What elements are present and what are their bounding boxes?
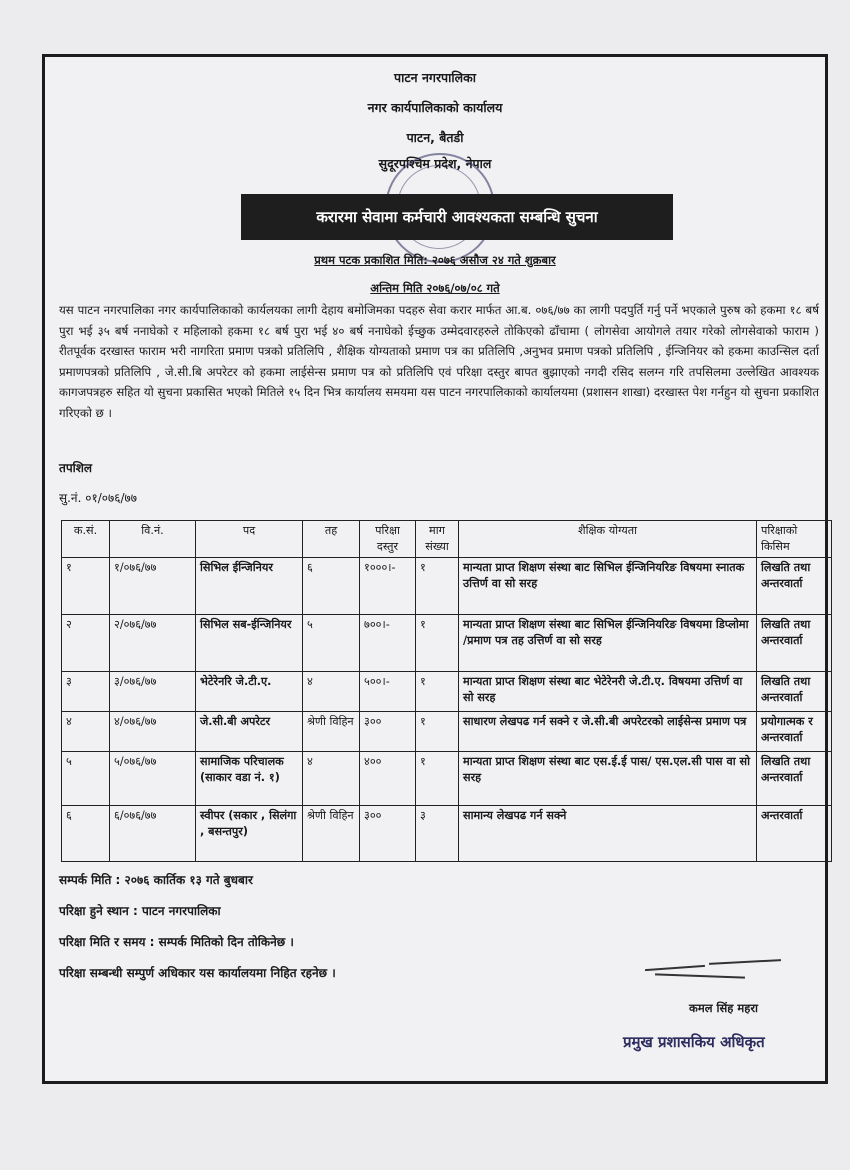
exam-datetime: परिक्षा मिति र समय : सम्पर्क मितिको दिन तोकिनेछ । <box>59 935 294 949</box>
cell-level: ४ <box>303 672 360 712</box>
cell-fee: ७००।- <box>360 615 416 672</box>
table-header-row <box>62 521 832 558</box>
cell-serial: ५ <box>62 752 110 806</box>
cell-post: सिभिल ईन्जिनियर <box>196 558 303 615</box>
cell-serial: ४ <box>62 712 110 752</box>
col-header-qualification: शैक्षिक योग्यता <box>459 521 757 558</box>
contact-date: सम्पर्क मिति : २०७६ कार्तिक १३ गते बुधबार <box>59 873 253 887</box>
cell-quantity: ३ <box>416 806 459 862</box>
table-row <box>62 615 832 672</box>
col-header-ad-no: वि.नं. <box>110 521 196 558</box>
cell-quantity: १ <box>416 615 459 672</box>
cell-ad-no: ५/०७६/७७ <box>110 752 196 806</box>
office-province: सुदूरपश्चिम प्रदेश, नेपाल <box>378 156 492 171</box>
cell-quantity: १ <box>416 672 459 712</box>
cell-fee: १०००।- <box>360 558 416 615</box>
cell-exam-type: लिखति तथा अन्तरवार्ता <box>757 615 832 672</box>
cell-fee: ५००।- <box>360 672 416 712</box>
col-header-serial: क.सं. <box>62 521 110 558</box>
table-row <box>62 558 832 615</box>
vacancy-table <box>61 520 832 862</box>
published-date: प्रथम पटक प्रकाशित मिति: २०७६ असौज २४ गते शुक्रबार <box>314 253 556 267</box>
notice-number: सु.नं. ०१/०७६/७७ <box>59 491 137 505</box>
cell-quantity: १ <box>416 558 459 615</box>
cell-level: श्रेणी विहिन <box>303 712 360 752</box>
cell-ad-no: २/०७६/७७ <box>110 615 196 672</box>
signatory-title: प्रमुख प्रशासकिय अधिकृत <box>623 1033 765 1051</box>
signature-mark <box>645 965 705 971</box>
table-row <box>62 806 832 862</box>
cell-qualification: मान्यता प्राप्त शिक्षण संस्था बाट सिभिल ईन्जिनियरिङ विषयमा डिप्लोमा /प्रमाण पत्र तह उत्तिर्ण वा सो सरह <box>459 615 757 672</box>
notice-body-paragraph: यस पाटन नगरपालिका नगर कार्यपालिकाको कार्यलयका लागी देहाय बमोजिमका पदहरु सेवा करार मार्फत आ.ब. ०७६/७७ का लागी पदपुर्ति गर्नु पर्ने भएकाले पुरुष को हकमा १८ बर्ष पुरा भई ३५ बर्ष ननाघेको र महिलाको हकमा १८ बर्ष पुरा भई ४० बर्ष ननाघेको ईच्छुक उम्मेदवारहरुले तोकिएको ढाँचामा ( लोगसेवा आयोगले तयार गरेको लोगसेवाको फाराम ) रीतपूर्वक दरखास्त फाराम भरी नागरिता प्रमाण पत्रको प्रतिलिपि , शैक्षिक योग्यताको प्रमाण पत्र का प्रतिलिपि ,अनुभव प्रमाण पत्रको प्रतिलिपि , ईन्जिनियर को हकमा काउन्सिल दर्ता प्रमाणपत्रको प्रतिलिपि , जे.सी.बि अपरेटर को हकमा लाईसेन्स प्रमाण पत्र को प्रतिलिपि एवं परिक्षा दस्तुर बापत बुझाएको नगदी रसिद सलग्न गरि तपसिलमा उल्लेखित आवश्यक कागजपत्रहरु सहित यो सुचना प्रकासित भएको मितिले १५ दिन भित्र कार्यालय समयमा यस पाटन नगरपालिकाको कार्यालयमा (प्रशासन शाखा) दरखास्त पेश गर्नहुन यो सुचना प्रकाशित गरिएको छ । <box>59 303 819 420</box>
cell-serial: २ <box>62 615 110 672</box>
cell-serial: ६ <box>62 806 110 862</box>
cell-post: सामाजिक परिचालक (साकार वडा नं. १) <box>196 752 303 806</box>
cell-quantity: १ <box>416 712 459 752</box>
deadline-date: अन्तिम मिति २०७६/०७/०८ गते <box>370 281 500 295</box>
cell-level: ४ <box>303 752 360 806</box>
cell-qualification: मान्यता प्राप्त शिक्षण संस्था बाट भेटेरेनरी जे.टी.ए. विषयमा उत्तिर्ण वा सो सरह <box>459 672 757 712</box>
cell-exam-type: लिखति तथा अन्तरवार्ता <box>757 752 832 806</box>
cell-exam-type: प्रयोगात्मक र अन्तरवार्ता <box>757 712 832 752</box>
cell-serial: १ <box>62 558 110 615</box>
cell-ad-no: ४/०७६/७७ <box>110 712 196 752</box>
cell-level: ५ <box>303 615 360 672</box>
cell-qualification: मान्यता प्राप्त शिक्षण संस्था बाट एस.ई.ई पास/ एस.एल.सी पास वा सो सरह <box>459 752 757 806</box>
notice-title-banner: करारमा सेवामा कर्मचारी आवश्यकता सम्बन्धि सुचना <box>241 194 673 240</box>
cell-qualification: साधारण लेखपढ गर्न सक्ने र जे.सी.बी अपरेटरको लाईसेन्स प्रमाण पत्र <box>459 712 757 752</box>
table-row <box>62 752 832 806</box>
cell-quantity: १ <box>416 752 459 806</box>
notice-page <box>42 54 828 1084</box>
cell-fee: ४०० <box>360 752 416 806</box>
cell-ad-no: ६/०७६/७७ <box>110 806 196 862</box>
exam-venue: परिक्षा हुने स्थान : पाटन नगरपालिका <box>59 904 221 918</box>
cell-ad-no: ३/०७६/७७ <box>110 672 196 712</box>
office-name: पाटन नगरपालिका <box>394 70 476 85</box>
col-header-exam-type: परिक्षाको किसिम <box>757 521 832 558</box>
cell-post: जे.सी.बी अपरेटर <box>196 712 303 752</box>
signature-mark <box>655 973 745 978</box>
cell-exam-type: लिखति तथा अन्तरवार्ता <box>757 672 832 712</box>
cell-post: भेटेरेनरि जे.टी.ए. <box>196 672 303 712</box>
exam-authority-note: परिक्षा सम्बन्धी सम्पुर्ण अधिकार यस कार्यालयमा निहित रहनेछ । <box>59 966 336 980</box>
cell-ad-no: १/०७६/७७ <box>110 558 196 615</box>
cell-qualification: मान्यता प्राप्त शिक्षण संस्था बाट सिभिल ईन्जिनियरिङ विषयमा स्नातक उत्तिर्ण वा सो सरह <box>459 558 757 615</box>
cell-exam-type: लिखति तथा अन्तरवार्ता <box>757 558 832 615</box>
cell-qualification: सामान्य लेखपढ गर्न सक्ने <box>459 806 757 862</box>
office-location: पाटन, बैतडी <box>406 130 464 145</box>
schedule-label: तपशिल <box>59 461 93 475</box>
table-row <box>62 672 832 712</box>
signatory-name: कमल सिंह महरा <box>689 1001 759 1015</box>
office-subtitle: नगर कार्यपालिकाको कार्यालय <box>367 100 503 115</box>
signature-mark <box>709 959 781 965</box>
cell-level: ६ <box>303 558 360 615</box>
col-header-fee: परिक्षा दस्तुर <box>360 521 416 558</box>
cell-post: सिभिल सब-ईन्जिनियर <box>196 615 303 672</box>
cell-fee: ३०० <box>360 806 416 862</box>
cell-serial: ३ <box>62 672 110 712</box>
cell-exam-type: अन्तरवार्ता <box>757 806 832 862</box>
col-header-level: तह <box>303 521 360 558</box>
col-header-post: पद <box>196 521 303 558</box>
col-header-quantity: माग संख्या <box>416 521 459 558</box>
cell-level: श्रेणी विहिन <box>303 806 360 862</box>
cell-post: स्वीपर (सकार , सिलंगा , बसन्तपुर) <box>196 806 303 862</box>
cell-fee: ३०० <box>360 712 416 752</box>
table-row <box>62 712 832 752</box>
